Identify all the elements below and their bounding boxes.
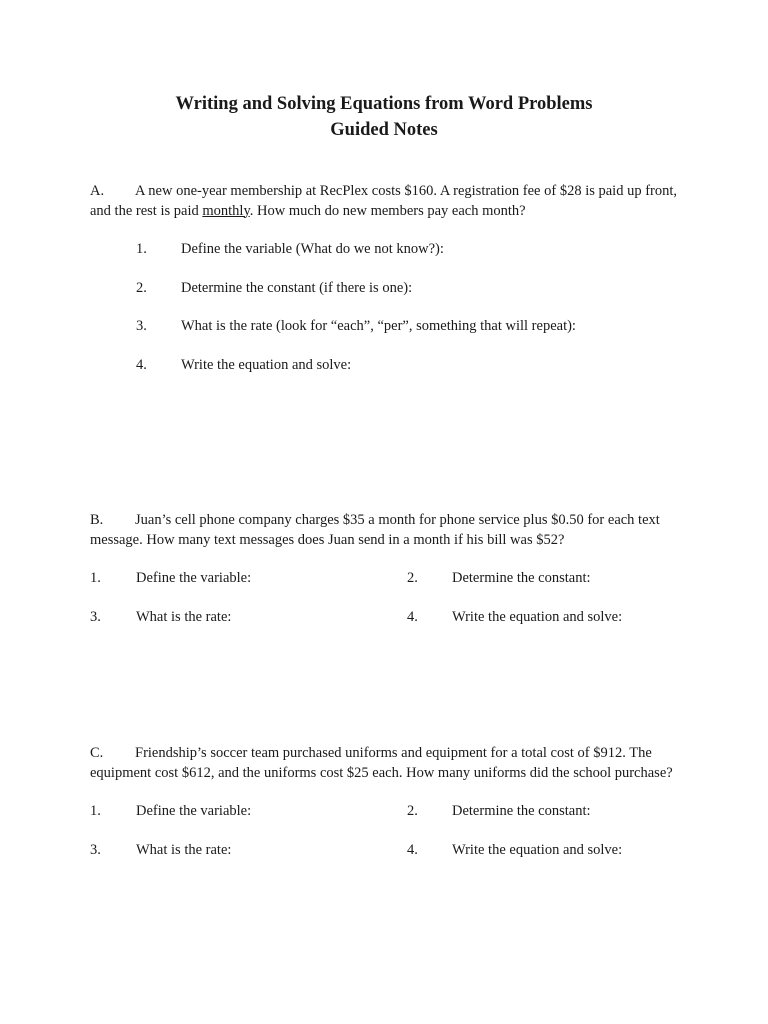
step-text: Define the variable (What do we not know?): — [181, 241, 444, 257]
problem-c-text — [90, 744, 680, 783]
step-text: Determine the constant: — [452, 570, 591, 586]
step-text: Define the variable: — [136, 570, 252, 586]
problem-b-text — [90, 511, 680, 550]
step-text: Define the variable: — [136, 803, 252, 819]
step-number: 4. — [407, 842, 418, 858]
step-text: Write the equation and solve: — [181, 357, 352, 373]
step-number: 4. — [407, 609, 418, 625]
step-number: 1. — [136, 241, 147, 257]
step-text: Determine the constant: — [452, 803, 591, 819]
problem-c-body: Friendship’s soccer team purchased uniforms and equipment for a total cost of $912. The equipment cost $612, and the uniforms cost $25 each. How many uniforms did the school purchase? — [90, 745, 673, 781]
problem-a-text-after: . How much do new members pay each month? — [249, 202, 526, 219]
step-number: 4. — [136, 357, 147, 373]
page-subtitle: Guided Notes — [330, 120, 438, 140]
problem-c-letter: C. — [90, 745, 104, 761]
problem-a-text — [90, 182, 680, 221]
step-text: What is the rate (look for “each”, “per”, something that will repeat): — [181, 318, 576, 334]
problem-a-letter: A. — [90, 183, 105, 199]
step-number: 3. — [90, 842, 101, 858]
step-number: 3. — [136, 318, 147, 334]
step-number: 1. — [90, 570, 101, 586]
page-title: Writing and Solving Equations from Word Problems — [175, 94, 593, 114]
step-number: 3. — [90, 609, 101, 625]
step-text: What is the rate: — [136, 842, 232, 858]
problem-b-letter: B. — [90, 512, 104, 528]
step-number: 2. — [136, 280, 147, 296]
step-number: 2. — [407, 803, 418, 819]
step-text: Determine the constant (if there is one): — [181, 280, 413, 296]
problem-a-underlined-word: monthly — [202, 202, 250, 219]
problem-b-body: Juan’s cell phone company charges $35 a month for phone service plus $0.50 for each text message. How many text messages does Juan send in a month if his bill was $52? — [90, 512, 660, 548]
step-text: What is the rate: — [136, 609, 232, 625]
step-number: 1. — [90, 803, 101, 819]
step-text: Write the equation and solve: — [452, 842, 623, 858]
step-number: 2. — [407, 570, 418, 586]
step-text: Write the equation and solve: — [452, 609, 623, 625]
problem-a-text-before: A new one-year membership at RecPlex costs $160. A registration fee of $28 is paid up front, and the rest is paid — [90, 183, 678, 219]
